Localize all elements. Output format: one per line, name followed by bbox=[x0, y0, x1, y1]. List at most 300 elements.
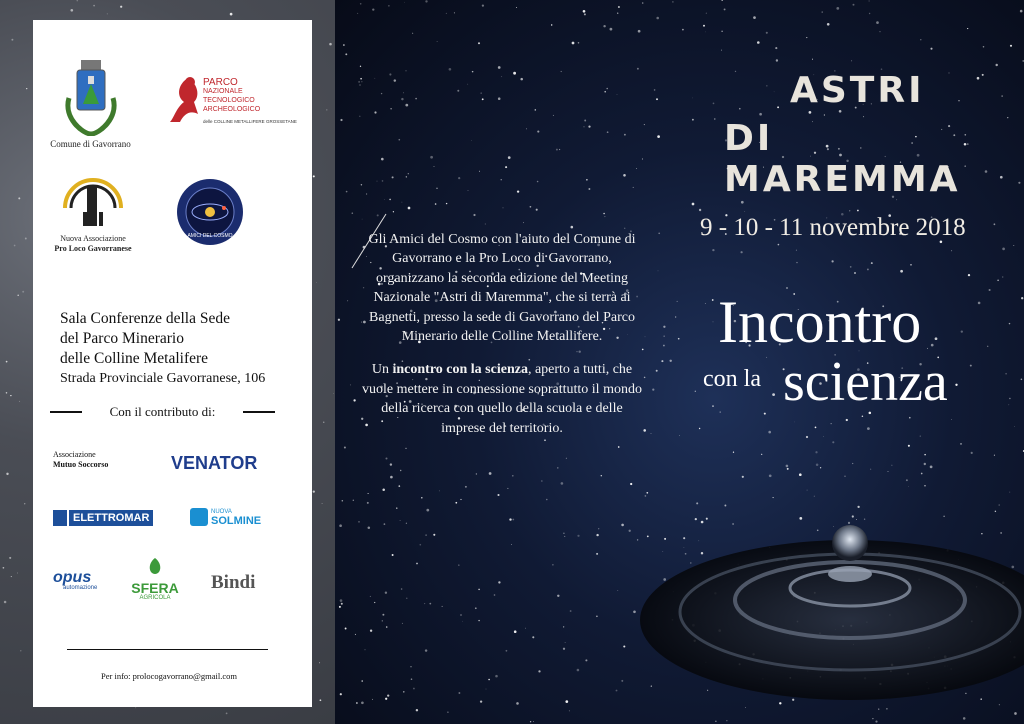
mutuo-soccorso-logo: Associazione Mutuo Soccorso bbox=[53, 450, 109, 469]
star bbox=[948, 72, 949, 73]
star bbox=[844, 476, 845, 477]
contributors-heading: Con il contributo di: bbox=[50, 404, 275, 420]
star bbox=[989, 289, 991, 291]
star bbox=[831, 260, 833, 262]
star bbox=[382, 180, 384, 182]
star bbox=[642, 159, 643, 160]
star bbox=[832, 441, 834, 443]
star bbox=[935, 337, 938, 340]
star bbox=[814, 496, 815, 497]
star bbox=[458, 177, 460, 179]
star bbox=[372, 8, 374, 10]
bottom-divider bbox=[67, 649, 268, 650]
star bbox=[685, 553, 687, 555]
star bbox=[523, 222, 524, 223]
star bbox=[978, 302, 981, 305]
star bbox=[596, 615, 598, 617]
star bbox=[447, 711, 449, 713]
star bbox=[552, 564, 554, 566]
star bbox=[342, 500, 344, 502]
star bbox=[390, 476, 393, 479]
star bbox=[313, 490, 315, 492]
star bbox=[638, 30, 641, 33]
star bbox=[535, 109, 537, 111]
description-paragraph-2: Un incontro con la scienza, aperto a tutti, che vuole mettere in connessione soprattutto il mondo della ricerca con quello della scuola e delle imprese del territorio. bbox=[362, 362, 642, 436]
star bbox=[226, 713, 228, 715]
star bbox=[421, 497, 423, 499]
star bbox=[338, 319, 340, 321]
star bbox=[553, 115, 554, 116]
star bbox=[799, 517, 802, 520]
star bbox=[875, 721, 877, 723]
star bbox=[1010, 45, 1012, 47]
star bbox=[408, 207, 411, 210]
star bbox=[707, 690, 708, 691]
star bbox=[712, 405, 714, 407]
star bbox=[446, 13, 447, 14]
star bbox=[1011, 566, 1014, 569]
star bbox=[434, 166, 435, 167]
star bbox=[367, 502, 369, 504]
star bbox=[485, 224, 486, 225]
star bbox=[347, 300, 348, 301]
sfera-logo: SFERA AGRICOLA bbox=[125, 556, 185, 601]
star bbox=[987, 346, 988, 347]
star bbox=[557, 595, 559, 597]
star bbox=[361, 81, 362, 82]
star bbox=[563, 532, 565, 534]
star bbox=[705, 303, 706, 304]
star bbox=[392, 554, 394, 556]
star bbox=[377, 181, 378, 182]
headline-scienza: scienza bbox=[783, 351, 948, 413]
star bbox=[951, 419, 952, 420]
star bbox=[340, 693, 342, 695]
star bbox=[559, 149, 560, 150]
star bbox=[502, 207, 503, 208]
star bbox=[381, 158, 384, 161]
star bbox=[824, 114, 825, 115]
star bbox=[961, 330, 963, 332]
star bbox=[831, 423, 832, 424]
star bbox=[449, 68, 452, 71]
star bbox=[19, 401, 20, 402]
star bbox=[1002, 248, 1005, 251]
star bbox=[735, 71, 736, 72]
star bbox=[442, 606, 443, 607]
star bbox=[807, 490, 808, 491]
star bbox=[951, 250, 952, 251]
star bbox=[603, 213, 605, 215]
star bbox=[340, 599, 343, 602]
star bbox=[606, 88, 608, 90]
star bbox=[924, 463, 926, 465]
star bbox=[525, 628, 526, 629]
star bbox=[930, 466, 933, 469]
star bbox=[588, 188, 590, 190]
star bbox=[955, 384, 957, 386]
star bbox=[867, 268, 869, 270]
star bbox=[713, 103, 715, 105]
star bbox=[851, 61, 852, 62]
star bbox=[1014, 712, 1017, 715]
star bbox=[4, 601, 7, 604]
star bbox=[888, 471, 889, 472]
star bbox=[636, 168, 637, 169]
star bbox=[1008, 404, 1009, 405]
star bbox=[478, 42, 480, 44]
star bbox=[415, 98, 417, 100]
star bbox=[9, 557, 11, 559]
star bbox=[970, 365, 972, 367]
star bbox=[696, 502, 698, 504]
star bbox=[586, 179, 588, 181]
star bbox=[815, 451, 817, 453]
star bbox=[411, 678, 413, 680]
star bbox=[350, 384, 351, 385]
star bbox=[678, 338, 680, 340]
star bbox=[776, 59, 778, 61]
star bbox=[413, 688, 415, 690]
solmine-icon bbox=[190, 508, 208, 526]
star bbox=[869, 13, 870, 14]
star bbox=[390, 463, 392, 465]
star bbox=[460, 614, 462, 616]
star bbox=[446, 203, 447, 204]
star bbox=[968, 274, 970, 276]
star bbox=[482, 4, 484, 6]
star bbox=[701, 552, 703, 554]
star bbox=[663, 326, 665, 328]
event-title-line2: DI MAREMMA bbox=[724, 118, 961, 200]
star bbox=[759, 113, 762, 116]
star bbox=[880, 31, 881, 32]
star bbox=[501, 76, 502, 77]
star bbox=[703, 25, 705, 27]
star bbox=[792, 699, 794, 701]
star bbox=[360, 3, 362, 5]
star bbox=[695, 518, 697, 520]
star bbox=[610, 28, 613, 31]
star bbox=[690, 562, 691, 563]
star bbox=[672, 1, 674, 3]
star bbox=[382, 620, 383, 621]
star bbox=[816, 464, 819, 467]
star bbox=[1005, 373, 1007, 375]
star bbox=[1009, 492, 1010, 493]
star bbox=[924, 454, 926, 456]
star bbox=[683, 537, 685, 539]
star bbox=[516, 7, 517, 8]
elettromar-logo: ELETTROMAR bbox=[53, 510, 153, 526]
star bbox=[745, 707, 746, 708]
star bbox=[806, 37, 807, 38]
star bbox=[909, 417, 911, 419]
star bbox=[368, 527, 371, 530]
star bbox=[621, 524, 624, 527]
star bbox=[827, 23, 830, 26]
star bbox=[812, 59, 813, 60]
star bbox=[465, 486, 467, 488]
star bbox=[617, 590, 618, 591]
splash-column bbox=[828, 566, 872, 582]
star bbox=[389, 199, 391, 201]
divider-right bbox=[243, 411, 275, 413]
star bbox=[481, 93, 482, 94]
star bbox=[604, 216, 605, 217]
star bbox=[583, 10, 586, 13]
star bbox=[664, 538, 666, 540]
star bbox=[361, 184, 362, 185]
star bbox=[482, 98, 484, 100]
star bbox=[426, 509, 429, 512]
star bbox=[516, 702, 519, 705]
star bbox=[995, 64, 997, 66]
star bbox=[319, 662, 320, 663]
leaf-icon bbox=[145, 556, 165, 576]
star bbox=[326, 109, 327, 110]
star bbox=[488, 679, 490, 681]
star bbox=[900, 270, 903, 273]
star bbox=[420, 544, 422, 546]
star bbox=[561, 71, 562, 72]
star bbox=[886, 708, 888, 710]
star bbox=[761, 454, 762, 455]
star bbox=[764, 413, 766, 415]
star bbox=[965, 693, 966, 694]
star bbox=[537, 131, 539, 133]
star bbox=[1021, 297, 1023, 299]
star bbox=[498, 66, 501, 69]
star bbox=[430, 156, 433, 159]
star bbox=[473, 214, 475, 216]
star bbox=[70, 9, 73, 12]
star bbox=[997, 280, 999, 282]
star bbox=[480, 700, 482, 702]
star bbox=[364, 649, 365, 650]
star bbox=[322, 503, 323, 504]
star bbox=[624, 228, 625, 229]
star bbox=[425, 0, 427, 2]
star bbox=[433, 534, 435, 536]
star bbox=[658, 232, 660, 234]
star bbox=[530, 721, 531, 722]
star bbox=[455, 502, 457, 504]
star bbox=[787, 468, 789, 470]
star bbox=[556, 149, 558, 151]
star bbox=[18, 197, 20, 199]
star bbox=[366, 193, 367, 194]
star bbox=[617, 94, 618, 95]
event-dates: 9 - 10 - 11 novembre 2018 bbox=[700, 214, 966, 241]
star bbox=[565, 700, 568, 703]
star bbox=[1000, 532, 1001, 533]
star bbox=[486, 689, 487, 690]
star bbox=[120, 6, 122, 8]
star bbox=[806, 436, 808, 438]
star bbox=[906, 479, 908, 481]
star bbox=[656, 17, 659, 20]
star bbox=[757, 41, 760, 44]
star bbox=[930, 48, 932, 50]
star bbox=[695, 391, 696, 392]
star bbox=[93, 5, 95, 7]
star bbox=[382, 489, 385, 492]
star bbox=[577, 535, 579, 537]
star bbox=[398, 139, 400, 141]
star bbox=[571, 226, 574, 229]
star bbox=[644, 124, 645, 125]
proloco-logo-icon bbox=[61, 168, 125, 230]
star bbox=[20, 650, 21, 651]
star bbox=[849, 210, 850, 211]
star bbox=[624, 134, 626, 136]
cosmo-logo-text: AMICI DEL COSMO bbox=[187, 233, 233, 239]
star bbox=[370, 596, 371, 597]
star bbox=[401, 588, 403, 590]
star bbox=[642, 2, 644, 4]
sponsor-panel bbox=[33, 20, 312, 707]
star bbox=[744, 211, 745, 212]
star bbox=[563, 626, 564, 627]
star bbox=[927, 348, 928, 349]
star bbox=[6, 473, 8, 475]
proloco-label: Nuova Associazione Pro Loco Gavorranese bbox=[54, 234, 132, 253]
star bbox=[753, 16, 756, 19]
star bbox=[712, 249, 714, 251]
star bbox=[541, 481, 542, 482]
star bbox=[999, 704, 1000, 705]
star bbox=[495, 675, 498, 678]
star bbox=[514, 630, 517, 633]
star bbox=[11, 39, 13, 41]
star bbox=[401, 98, 403, 100]
star bbox=[794, 422, 795, 423]
star bbox=[358, 81, 360, 83]
star bbox=[836, 7, 839, 10]
star bbox=[643, 429, 646, 432]
star bbox=[633, 187, 634, 188]
star bbox=[766, 85, 767, 86]
star bbox=[732, 523, 734, 525]
star bbox=[998, 504, 1000, 506]
star bbox=[570, 610, 572, 612]
star bbox=[603, 25, 605, 27]
star bbox=[657, 135, 660, 138]
star bbox=[512, 475, 514, 477]
star bbox=[601, 475, 602, 476]
star bbox=[982, 74, 984, 76]
star bbox=[796, 262, 797, 263]
star bbox=[652, 389, 654, 391]
star bbox=[726, 720, 727, 721]
star bbox=[995, 511, 996, 512]
star bbox=[663, 345, 665, 347]
star bbox=[682, 29, 684, 31]
star bbox=[853, 4, 855, 6]
star bbox=[410, 666, 411, 667]
star bbox=[537, 181, 539, 183]
star bbox=[360, 116, 361, 117]
star bbox=[1014, 426, 1015, 427]
star bbox=[25, 238, 27, 240]
star bbox=[742, 476, 744, 478]
star bbox=[506, 650, 508, 652]
star bbox=[475, 607, 477, 609]
star bbox=[857, 210, 859, 212]
star bbox=[971, 452, 973, 454]
star bbox=[864, 519, 865, 520]
star bbox=[777, 106, 779, 108]
parco-figure-icon bbox=[168, 74, 208, 124]
star bbox=[706, 13, 707, 14]
star bbox=[360, 85, 361, 86]
star bbox=[546, 499, 548, 501]
star bbox=[920, 436, 921, 437]
star bbox=[994, 455, 995, 456]
star bbox=[385, 592, 387, 594]
star bbox=[476, 473, 477, 474]
venue-address: Sala Conferenze della Sede del Parco Minerario delle Colline Metalifere Strada Provinciale Gavorranese, 106 bbox=[60, 310, 266, 386]
star bbox=[598, 528, 599, 529]
star bbox=[664, 336, 665, 337]
star bbox=[983, 46, 985, 48]
star bbox=[323, 422, 324, 423]
star bbox=[963, 717, 966, 720]
star bbox=[360, 66, 361, 67]
contact-info: Per info: prolocogavorrano@gmail.com bbox=[101, 671, 237, 681]
star bbox=[699, 209, 701, 211]
description-paragraph-1: Gli Amici del Cosmo con l'aiuto del Comune di Gavorrano e la Pro Loco di Gavorrano, organizzano la seconda edizione del Meeting Nazionale "Astri di Maremma", che si terrà ai Bagnetti, presso la sede di Gavorrano del Parco Minerario delle Colline Metallifere. bbox=[368, 232, 636, 345]
star bbox=[658, 270, 659, 271]
star bbox=[604, 91, 606, 93]
star bbox=[435, 203, 437, 205]
star bbox=[692, 203, 695, 206]
star bbox=[532, 636, 534, 638]
star bbox=[501, 179, 502, 180]
star bbox=[320, 699, 322, 701]
star bbox=[621, 680, 623, 682]
star bbox=[596, 534, 598, 536]
star bbox=[538, 670, 540, 672]
star bbox=[706, 518, 708, 520]
star bbox=[637, 539, 638, 540]
star bbox=[721, 50, 722, 51]
star bbox=[967, 28, 968, 29]
star bbox=[454, 12, 455, 13]
star bbox=[630, 483, 632, 485]
star bbox=[572, 42, 575, 45]
star bbox=[10, 395, 11, 396]
star bbox=[786, 465, 789, 468]
star bbox=[457, 90, 459, 92]
star bbox=[437, 41, 438, 42]
star bbox=[651, 433, 652, 434]
star bbox=[416, 563, 418, 565]
star bbox=[714, 118, 715, 119]
star bbox=[313, 175, 315, 177]
star bbox=[647, 535, 649, 537]
star bbox=[387, 694, 389, 696]
star bbox=[980, 698, 982, 700]
star bbox=[406, 598, 407, 599]
star bbox=[908, 445, 910, 447]
star bbox=[11, 576, 12, 577]
star bbox=[17, 573, 18, 574]
star bbox=[872, 718, 873, 719]
water-drop bbox=[832, 525, 868, 561]
star bbox=[340, 119, 342, 121]
